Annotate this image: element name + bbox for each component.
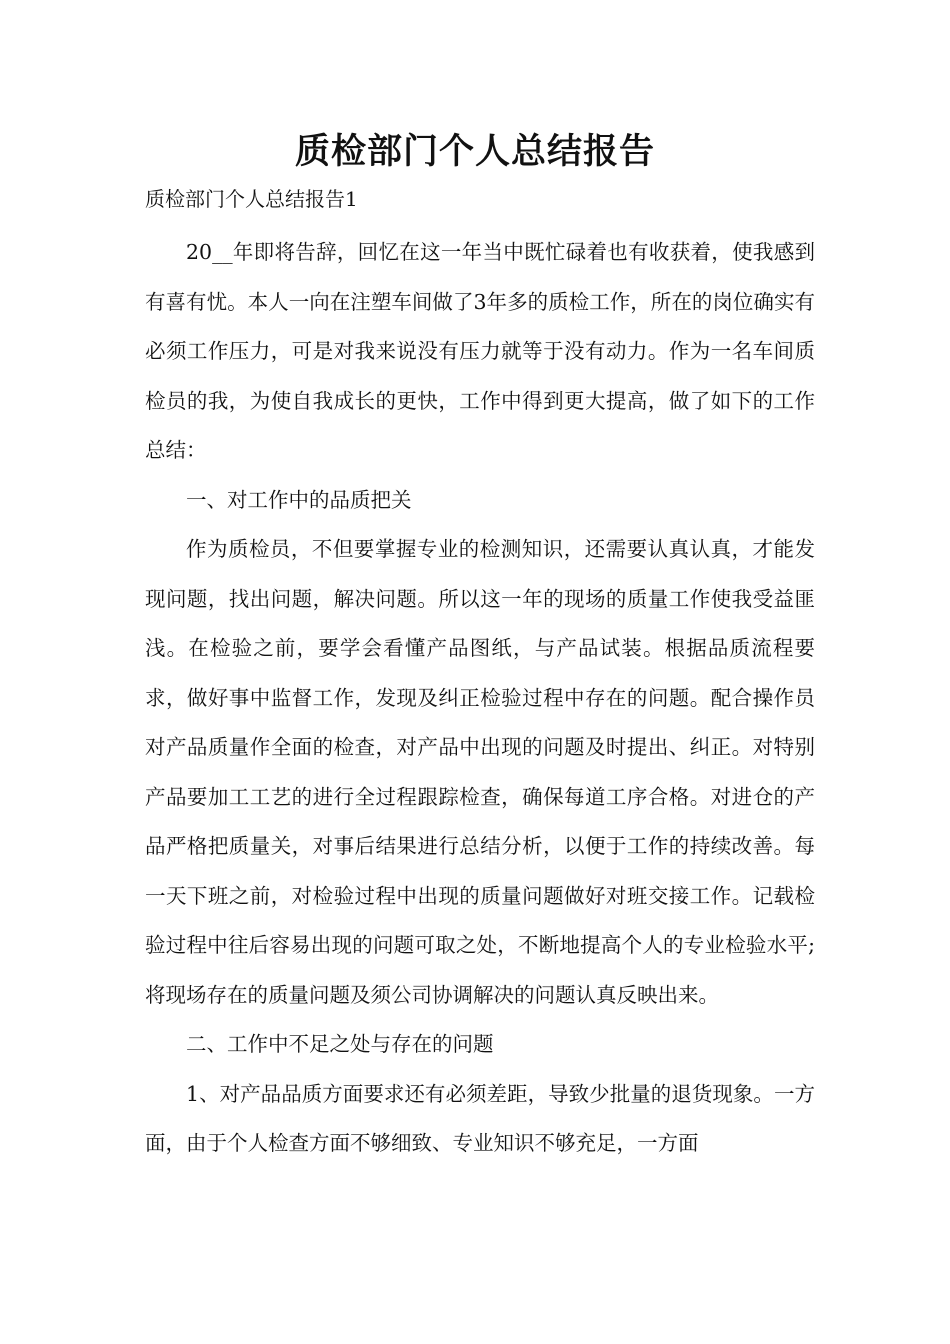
document-body (145, 228, 815, 1169)
section-heading-shortcomings: 二、工作中不足之处与存在的问题 (186, 1032, 494, 1056)
paragraph-quality-control: 作为质检员，不但要掌握专业的检测知识，还需要认真认真，才能发现问题，找出问题，解决问题。所以这一年的现场的质量工作使我受益匪浅。在检验之前，要学会看懂产品图纸，与产品试装。根据品质流程要求，做好事中监督工作，发现及纠正检验过程中存在的问题。配合操作员对产品质量作全面的检查，对产品中出现的问题及时提出、纠正。对特别产品要加工工艺的进行全过程跟踪检查，确保每道工序合格。对进仓的产品严格把质量关，对事后结果进行总结分析，以便于工作的持续改善。每一天下班之前，对检验过程中出现的质量问题做好对班交接工作。记载检验过程中往后容易出现的问题可取之处，不断地提高个人的专业检验水平;将现场存在的质量问题及须公司协调解决的问题认真反映出来。 (145, 537, 815, 1007)
paragraph-shortcomings: 1、对产品品质方面要求还有必须差距，导致少批量的退货现象。一方面，由于个人检查方面不够细致、专业知识不够充足，一方面 (145, 1081, 815, 1155)
document-title: 质检部门个人总结报告 (294, 132, 655, 172)
document-subtitle: 质检部门个人总结报告1 (145, 187, 358, 211)
section-heading-quality-control: 一、对工作中的品质把关 (186, 487, 412, 512)
paragraph-intro: 20__年即将告辞，回忆在这一年当中既忙碌着也有收获着，使我感到有喜有忧。本人一向在注塑车间做了3年多的质检工作，所在的岗位确实有必须工作压力，可是对我来说没有压力就等于没有动力。作为一名车间质检员的我，为使自我成长的更快，工作中得到更大提高，做了如下的工作总结： (145, 240, 815, 462)
